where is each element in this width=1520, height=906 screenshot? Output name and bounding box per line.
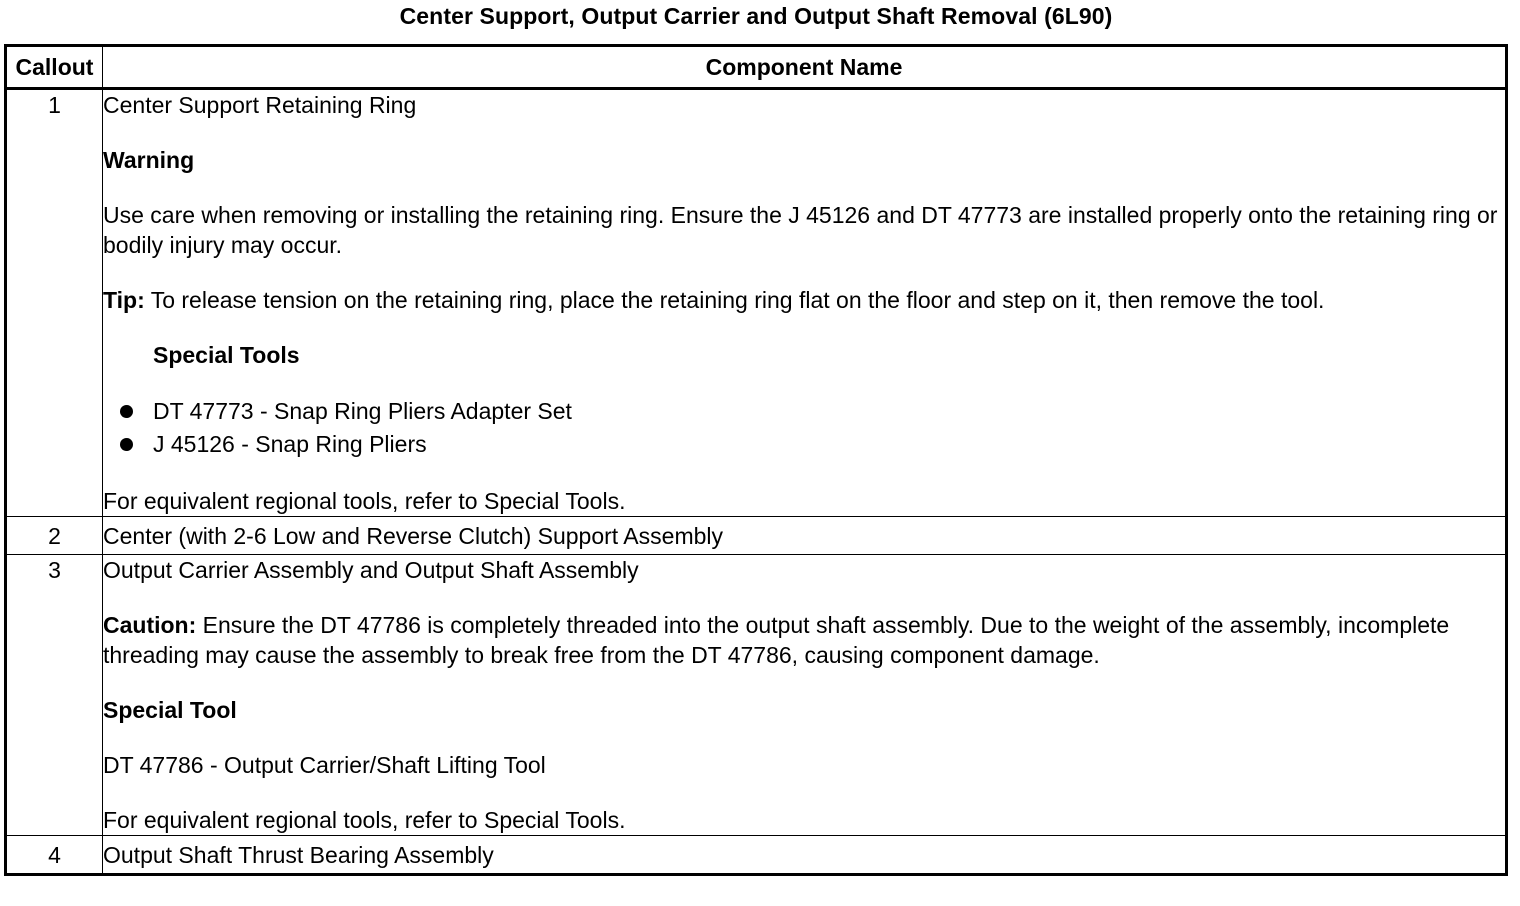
component-name: Center (with 2-6 Low and Reverse Clutch) Support Assembly: [103, 517, 1507, 555]
callout-column-header: Callout: [6, 46, 103, 89]
component-name: Center Support Retaining Ring: [103, 92, 417, 118]
list-item: [120, 428, 1505, 461]
tip-text: To release tension on the retaining ring, place the retaining ring flat on the floor and step on it, then remove the tool.: [144, 287, 1325, 313]
warning-text: Use care when removing or installing the retaining ring. Ensure the J 45126 and DT 47773 are installed properly onto the retaining ring or bodily injury may occur.: [103, 202, 1498, 258]
caution-paragraph: [103, 610, 1505, 670]
caution-text: Ensure the DT 47786 is completely threaded into the output shaft assembly. Due to the weight of the assembly, incomplete threading may cause the assembly to break free from the DT 47786, causing component damage.: [103, 612, 1450, 668]
components-table: [4, 44, 1508, 876]
table-row: [6, 517, 1507, 555]
component-cell: [103, 555, 1507, 836]
tool-name: DT 47786 - Output Carrier/Shaft Lifting Tool: [103, 752, 546, 778]
component-name: Output Shaft Thrust Bearing Assembly: [103, 836, 1507, 875]
caution-label: Caution:: [103, 612, 197, 638]
list-item: [120, 395, 1505, 428]
component-cell: [103, 89, 1507, 517]
callout-number: 1: [6, 89, 103, 517]
component-name-column-header: Component Name: [103, 46, 1507, 89]
callout-number: 3: [6, 555, 103, 836]
warning-heading: Warning: [103, 147, 195, 173]
table-row: [6, 89, 1507, 517]
page-title: Center Support, Output Carrier and Output Shaft Removal (6L90): [399, 3, 1113, 29]
bullet-icon: [120, 438, 133, 451]
special-tool-heading: Special Tool: [103, 697, 237, 723]
table-row: [6, 836, 1507, 875]
callout-number: 2: [6, 517, 103, 555]
tool-name: J 45126 - Snap Ring Pliers: [153, 431, 427, 457]
table-row: [6, 555, 1507, 836]
tool-name: DT 47773 - Snap Ring Pliers Adapter Set: [153, 398, 572, 424]
bullet-icon: [120, 405, 133, 418]
component-name: Output Carrier Assembly and Output Shaft Assembly: [103, 557, 639, 583]
tip-paragraph: [103, 285, 1505, 315]
special-tools-list: [103, 395, 1505, 461]
callout-number: 4: [6, 836, 103, 875]
special-tools-heading: Special Tools: [153, 342, 300, 368]
tip-label: Tip:: [103, 287, 145, 313]
regional-tools-note: For equivalent regional tools, refer to Special Tools.: [103, 807, 626, 833]
regional-tools-note: For equivalent regional tools, refer to Special Tools.: [103, 488, 626, 514]
table-header-row: [6, 46, 1507, 89]
